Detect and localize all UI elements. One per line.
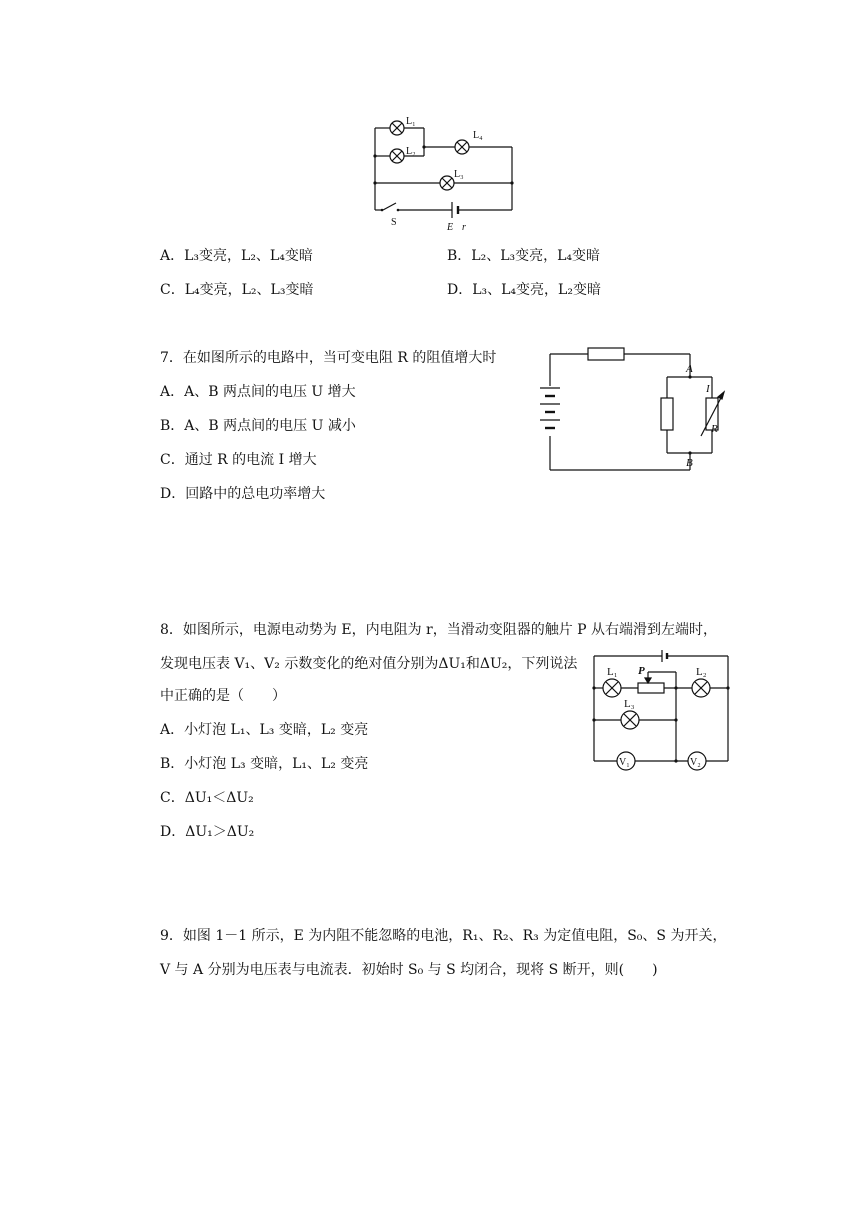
q6-label-r: r — [462, 222, 466, 233]
q8-label-P: P — [638, 665, 645, 677]
q7-circuit-figure — [536, 340, 726, 480]
q8-stem-line1: 8．如图所示，电源电动势为 E，内电阻为 r，当滑动变阻器的触片 P 从右端滑到左端时， — [160, 622, 718, 638]
q7-stem: 7．在如图所示的电路中，当可变电阻 R 的阻值增大时 — [160, 350, 497, 366]
q7-label-B: B — [686, 457, 693, 469]
q7-label-I: I — [706, 383, 710, 395]
q6-label-L1: L₁ — [406, 116, 416, 127]
q6-label-S: S — [391, 217, 397, 228]
q7-option-b: B．A、B 两点间的电压 U 减小 — [160, 418, 356, 434]
q7-option-a: A．A、B 两点间的电压 U 增大 — [160, 384, 356, 400]
q6-label-L4: L₄ — [473, 130, 483, 141]
q8-label-L1: L₁ — [607, 666, 618, 678]
q8-label-V1: V₁ — [619, 757, 630, 768]
q6-option-b: B．L₂、L₃变亮，L₄变暗 — [447, 248, 601, 264]
q6-circuit-figure — [362, 110, 522, 235]
q8-circuit-figure — [586, 648, 736, 772]
q8-option-c: C．ΔU₁＜ΔU₂ — [160, 790, 254, 806]
q6-label-L3: L₃ — [454, 169, 464, 180]
q8-option-a: A．小灯泡 L₁、L₃ 变暗，L₂ 变亮 — [160, 722, 369, 738]
q8-option-b: B．小灯泡 L₃ 变暗，L₁、L₂ 变亮 — [160, 756, 369, 772]
q7-label-R: R — [711, 423, 718, 435]
q7-label-A: A — [686, 363, 693, 375]
q6-label-L2: L₂ — [406, 146, 416, 157]
q8-option-d: D．ΔU₁＞ΔU₂ — [160, 824, 255, 840]
q9-stem-line1: 9．如图 1－1 所示，E 为内阻不能忽略的电池，R₁、R₂、R₃ 为定值电阻，S₀、S 为开关， — [160, 928, 727, 944]
q8-label-V2: V₂ — [690, 757, 701, 768]
q9-stem-line2: V 与 A 分别为电压表与电流表．初始时 S₀ 与 S 均闭合，现将 S 断开，则( ) — [160, 962, 658, 978]
q6-label-E: E — [447, 222, 454, 233]
q8-label-L2: L₂ — [696, 666, 707, 678]
q8-stem-line2: 发现电压表 V₁、V₂ 示数变化的绝对值分别为ΔU₁和ΔU₂，下列说法 — [160, 656, 578, 672]
q6-option-c: C．L₄变亮，L₂、L₃变暗 — [160, 282, 314, 298]
q7-option-c: C．通过 R 的电流 I 增大 — [160, 452, 317, 468]
q6-option-a: A．L₃变亮，L₂、L₄变暗 — [160, 248, 313, 264]
q7-option-d: D．回路中的总电功率增大 — [160, 486, 326, 502]
q8-label-L3: L₃ — [624, 698, 635, 710]
q6-option-d: D．L₃、L₄变亮，L₂变暗 — [447, 282, 601, 298]
q8-stem-line3: 中正确的是（ ） — [160, 688, 286, 704]
